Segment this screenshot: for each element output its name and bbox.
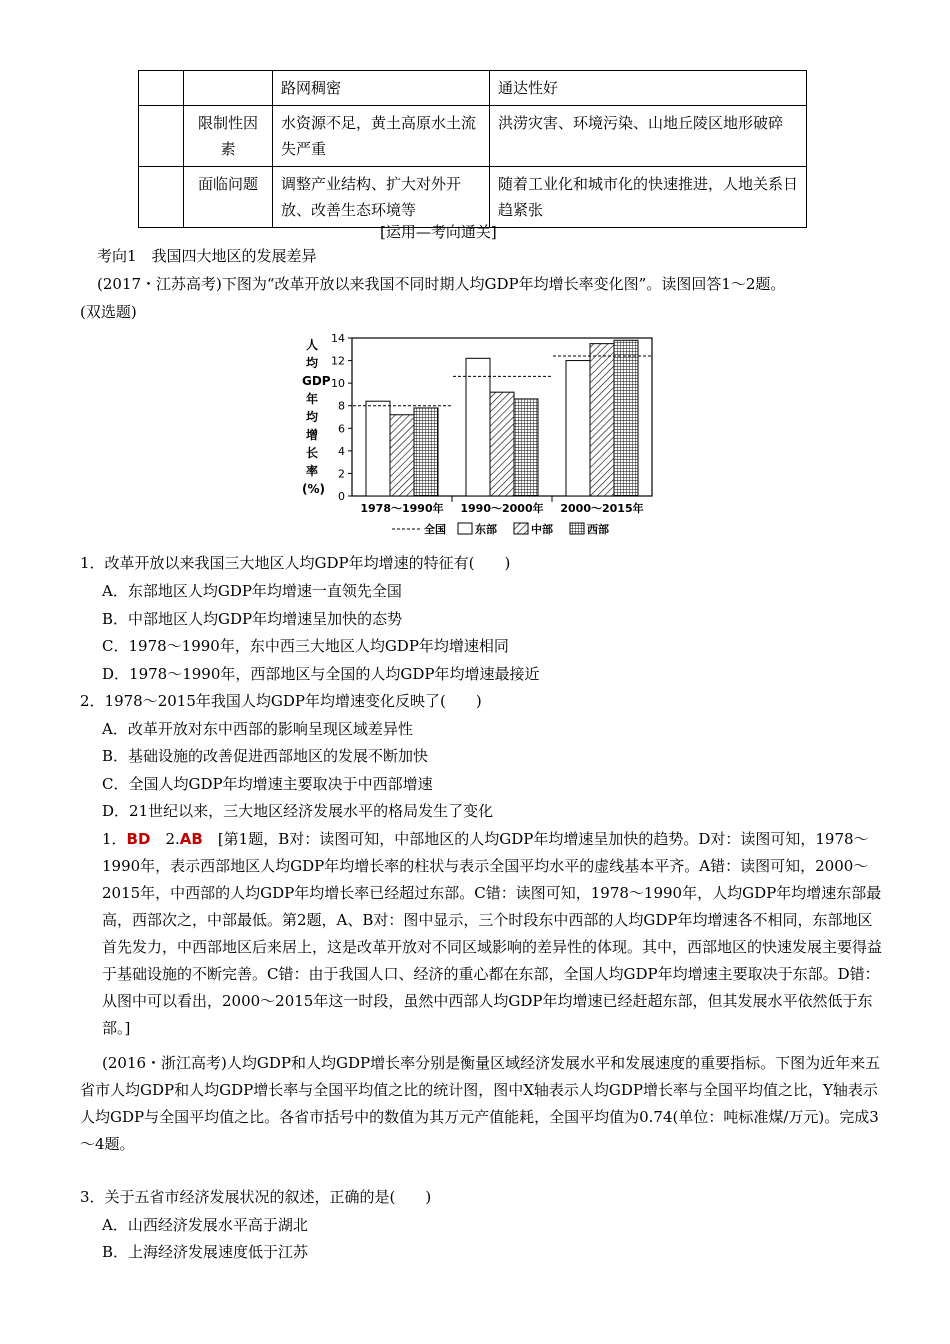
legend-national-label: 全国 [424, 523, 446, 536]
cell: 水资源不足，黄土高原水土流失严重 [273, 106, 490, 167]
table-row [139, 106, 807, 167]
y-tick-label: 0 [338, 490, 345, 503]
legend-label: 中部 [531, 523, 553, 536]
cell: 洪涝灾害、环境污染、山地丘陵区地形破碎 [490, 106, 807, 167]
bar-hatch [490, 392, 514, 496]
bar-white [466, 358, 490, 496]
y-tick-label: 2 [338, 467, 345, 481]
q3-stem: 3．关于五省市经济发展状况的叙述，正确的是( ) [80, 1188, 432, 1206]
q2-option-c: C．全国人均GDP年均增速主要取决于中西部增速 [102, 775, 433, 793]
cell: 通达性好 [490, 71, 807, 106]
bar-hatch [390, 415, 414, 496]
cell: 路网稠密 [273, 71, 490, 106]
legend-label: 西部 [587, 523, 609, 536]
bar-grid [414, 408, 438, 496]
q2-option-a: A．改革开放对东中西部的影响呈现区域差异性 [102, 720, 413, 738]
y-tick-label: 4 [338, 444, 345, 458]
cell: 随着工业化和城市化的快速推进，人地关系日趋紧张 [490, 167, 807, 228]
intro-paragraph: (2017・江苏高考)下图为“改革开放以来我国不同时期人均GDP年均增长率变化图”。读图回答1～2题。 [97, 275, 786, 293]
table-row [139, 71, 807, 106]
answer-1: BD [126, 830, 151, 848]
row-label: 限制性因素 [184, 106, 273, 167]
direction-heading: 考向1 我国四大地区的发展差异 [97, 247, 317, 265]
x-tick-label: 1978～1990年 [360, 502, 444, 515]
answer-2: AB [179, 830, 203, 848]
q1-option-d: D．1978～1990年，西部地区与全国的人均GDP年均增速最接近 [102, 665, 540, 683]
bar-hatch [590, 344, 614, 496]
legend-swatch-grid [570, 523, 584, 534]
q2-stem: 2．1978～2015年我国人均GDP年均增速变化反映了( ) [80, 692, 482, 710]
row-label: 面临问题 [184, 167, 273, 228]
q1-option-a: A．东部地区人均GDP年均增速一直领先全国 [102, 582, 402, 600]
bar-grid [614, 340, 638, 496]
gdp-growth-chart [296, 330, 656, 550]
q1-option-b: B．中部地区人均GDP年均增速呈加快的态势 [102, 610, 403, 628]
q2-option-d: D．21世纪以来，三大地区经济发展水平的格局发生了变化 [102, 802, 494, 820]
table-row [139, 167, 807, 228]
y-tick-label: 14 [331, 332, 345, 345]
legend-swatch-hatch [514, 523, 528, 534]
legend-swatch-white [458, 523, 472, 534]
x-tick-label: 2000～2015年 [560, 502, 644, 515]
bar-grid [514, 399, 538, 496]
y-tick-label: 10 [331, 377, 345, 391]
question-type-tag: (双选题) [80, 303, 137, 321]
y-tick-label: 12 [331, 354, 345, 368]
q1-stem: 1．改革开放以来我国三大地区人均GDP年均增速的特征有( ) [80, 554, 511, 572]
row-label [184, 71, 273, 106]
answer-block [102, 826, 882, 1042]
answer-number-2: 2. [165, 830, 180, 848]
cell: 调整产业结构、扩大对外开放、改善生态环境等 [273, 167, 490, 228]
q3-option-a: A．山西经济发展水平高于湖北 [102, 1216, 308, 1234]
y-tick-label: 6 [338, 422, 345, 436]
legend-label: 东部 [475, 523, 497, 536]
y-tick-label: 8 [338, 399, 345, 413]
bar-white [566, 361, 590, 496]
bar-white [366, 401, 390, 496]
comparison-table [138, 70, 807, 228]
q2-option-b: B．基础设施的改善促进西部地区的发展不断加快 [102, 747, 429, 765]
answer-number-1: 1． [102, 830, 127, 848]
y-axis-label: 人均GDP年均增长率(%) [302, 338, 331, 496]
answer-explanation: [第1题，B对：读图可知，中部地区的人均GDP年均增速呈加快的趋势。D对：读图可知，1978～1990年，表示西部地区人均GDP年均增长率的柱状与表示全国平均水平的虚线基本平齐。A错：读图可知，2000～2015年，中西部的人均GDP年均增长率已经超过东部。C错：读图可知，1978～1990年，人均GDP年均增速东部最高，西部次之，中部最低。第2题，A、B对：图中显示，三个时段东中西部的人均GDP年均增速各不相同，东部地区首先发力，中西部地区后来居上，这是改革开放对不同区域影响的差异性的体现。其中，西部地区的快速发展主要得益于基础设施的不断完善。C错：由于我国人口、经济的重心都在东部，全国人均GDP年均增速主要取决于东部。D错：从图中可以看出，2000～2015年这一时段，虽然中西部人均GDP年均增速已经赶超东部，但其发展水平依然低于东部。] [102, 830, 883, 1037]
q3-option-b: B．上海经济发展速度低于江苏 [102, 1243, 309, 1261]
x-tick-label: 1990～2000年 [460, 502, 544, 515]
section-header: [运用—考向通关] [380, 223, 497, 241]
intro-paragraph-2: (2016・浙江高考)人均GDP和人均GDP增长率分别是衡量区域经济发展水平和发展速度的重要指标。下图为近年来五省市人均GDP和人均GDP增长率与全国平均值之比的统计图，图中X轴表示人均GDP增长率与全国平均值之比，Y轴表示人均GDP与全国平均值之比。各省市括号中的数值为其万元产值能耗，全国平均值为0.74(单位：吨标准煤/万元)。完成3～4题。 [80, 1054, 881, 1153]
q1-option-c: C．1978～1990年，东中西三大地区人均GDP年均增速相同 [102, 637, 509, 655]
